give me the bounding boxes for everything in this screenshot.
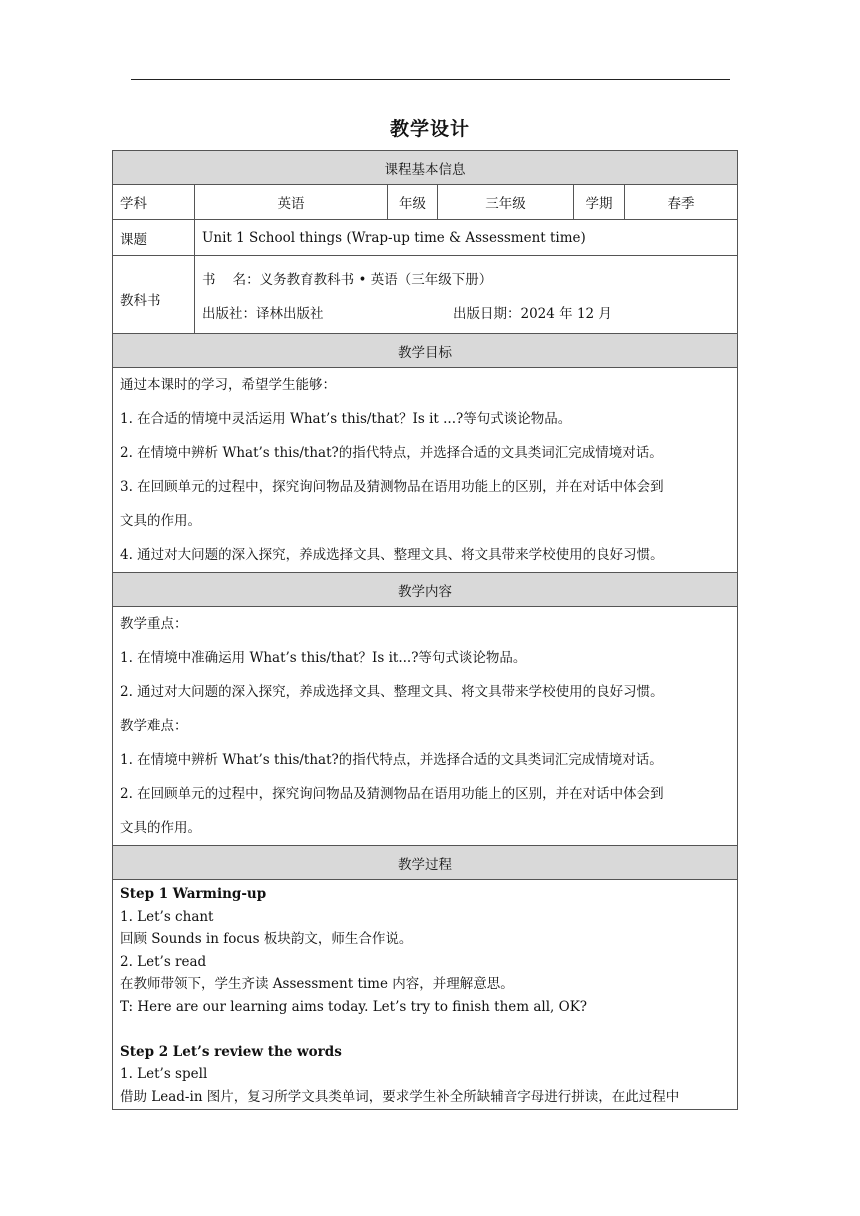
difficult-points-label: 教学难点： — [120, 718, 188, 734]
step1-activity-desc: 回顾 Sounds in focus 板块韵文，师生合作说。 — [120, 931, 413, 947]
content-row — [113, 607, 738, 846]
step1-activity: 1. Let’s chant — [120, 908, 214, 925]
textbook-row — [113, 256, 738, 334]
objectives-header-row — [113, 334, 738, 368]
publisher-line — [202, 295, 730, 329]
lesson-design-table — [112, 150, 738, 1110]
step1-activity-desc: 在教师带领下，学生齐读 Assessment time 内容，并理解意思。 — [120, 976, 514, 992]
book-name: 书 名：义务教育教科书 • 英语（三年级下册） — [202, 271, 493, 288]
page-title: 教学设计 — [389, 118, 470, 140]
key-points-label: 教学重点： — [120, 616, 188, 632]
objective-item: 4. 通过对大问题的深入探究，养成选择文具、整理文具、将文具带来学校使用的良好习惯。 — [120, 547, 664, 563]
header-rule — [131, 79, 730, 80]
difficult-point-item: 1. 在情境中辨析 What’s this/that?的指代特点，并选择合适的文具类词汇完成情境对话。 — [120, 752, 663, 768]
grade-value: 三年级 — [438, 185, 574, 220]
objective-item: 3. 在回顾单元的过程中，探究询问物品及猜测物品在语用功能上的区别，并在对话中体会到 — [120, 479, 664, 495]
subject-value: 英语 — [195, 185, 388, 220]
objectives-row — [113, 368, 738, 573]
content-header-row — [113, 573, 738, 607]
textbook-label: 教科书 — [113, 256, 195, 334]
objective-item: 2. 在情境中辨析 What’s this/that?的指代特点，并选择合适的文具类词汇完成情境对话。 — [120, 445, 663, 461]
step1-teacher-line: T: Here are our learning aims today. Let’s try to finish them all, OK? — [120, 998, 588, 1015]
step2-title: Step 2 Let’s review the words — [120, 1043, 342, 1060]
topic-row — [113, 220, 738, 256]
process-header-row — [113, 846, 738, 880]
basic-info-header-row — [113, 151, 738, 185]
subject-label: 学科 — [113, 185, 195, 220]
difficult-point-item: 文具的作用。 — [120, 820, 201, 836]
content-header: 教学内容 — [113, 573, 738, 607]
step2-activity: 1. Let’s spell — [120, 1066, 208, 1082]
process-row — [113, 880, 738, 1110]
key-point-item: 2. 通过对大问题的深入探究，养成选择文具、整理文具、将文具带来学校使用的良好习惯。 — [120, 684, 664, 700]
step2-activity-desc: 借助 Lead-in 图片，复习所学文具类单词，要求学生补全所缺辅音字母进行拼读，在此过程中 — [120, 1088, 680, 1105]
process-header: 教学过程 — [113, 846, 738, 880]
topic-value: Unit 1 School things (Wrap-up time & Assessment time) — [195, 220, 738, 256]
spacer — [120, 1018, 730, 1041]
topic-label: 课题 — [113, 220, 195, 256]
difficult-point-item: 2. 在回顾单元的过程中，探究询问物品及猜测物品在语用功能上的区别，并在对话中体会到 — [120, 786, 664, 802]
term-value: 春季 — [625, 185, 738, 220]
step1-activity: 2. Let’s read — [120, 953, 207, 970]
objective-item: 文具的作用。 — [120, 513, 201, 529]
subject-row — [113, 185, 738, 220]
term-label: 学期 — [574, 185, 625, 220]
grade-label: 年级 — [388, 185, 438, 220]
key-point-item: 1. 在情境中准确运用 What’s this/that？Is it...?等句式谈论物品。 — [120, 650, 527, 666]
objectives-header: 教学目标 — [113, 334, 738, 368]
objective-item: 1. 在合适的情境中灵活运用 What’s this/that？Is it ...?等句式谈论物品。 — [120, 411, 572, 427]
publish-date: 出版日期：2024 年 12 月 — [453, 305, 612, 322]
publisher: 出版社：译林出版社 — [202, 305, 324, 322]
step1-title: Step 1 Warming-up — [120, 886, 267, 902]
basic-info-header: 课程基本信息 — [113, 151, 738, 185]
objectives-intro: 通过本课时的学习，希望学生能够： — [120, 377, 336, 393]
